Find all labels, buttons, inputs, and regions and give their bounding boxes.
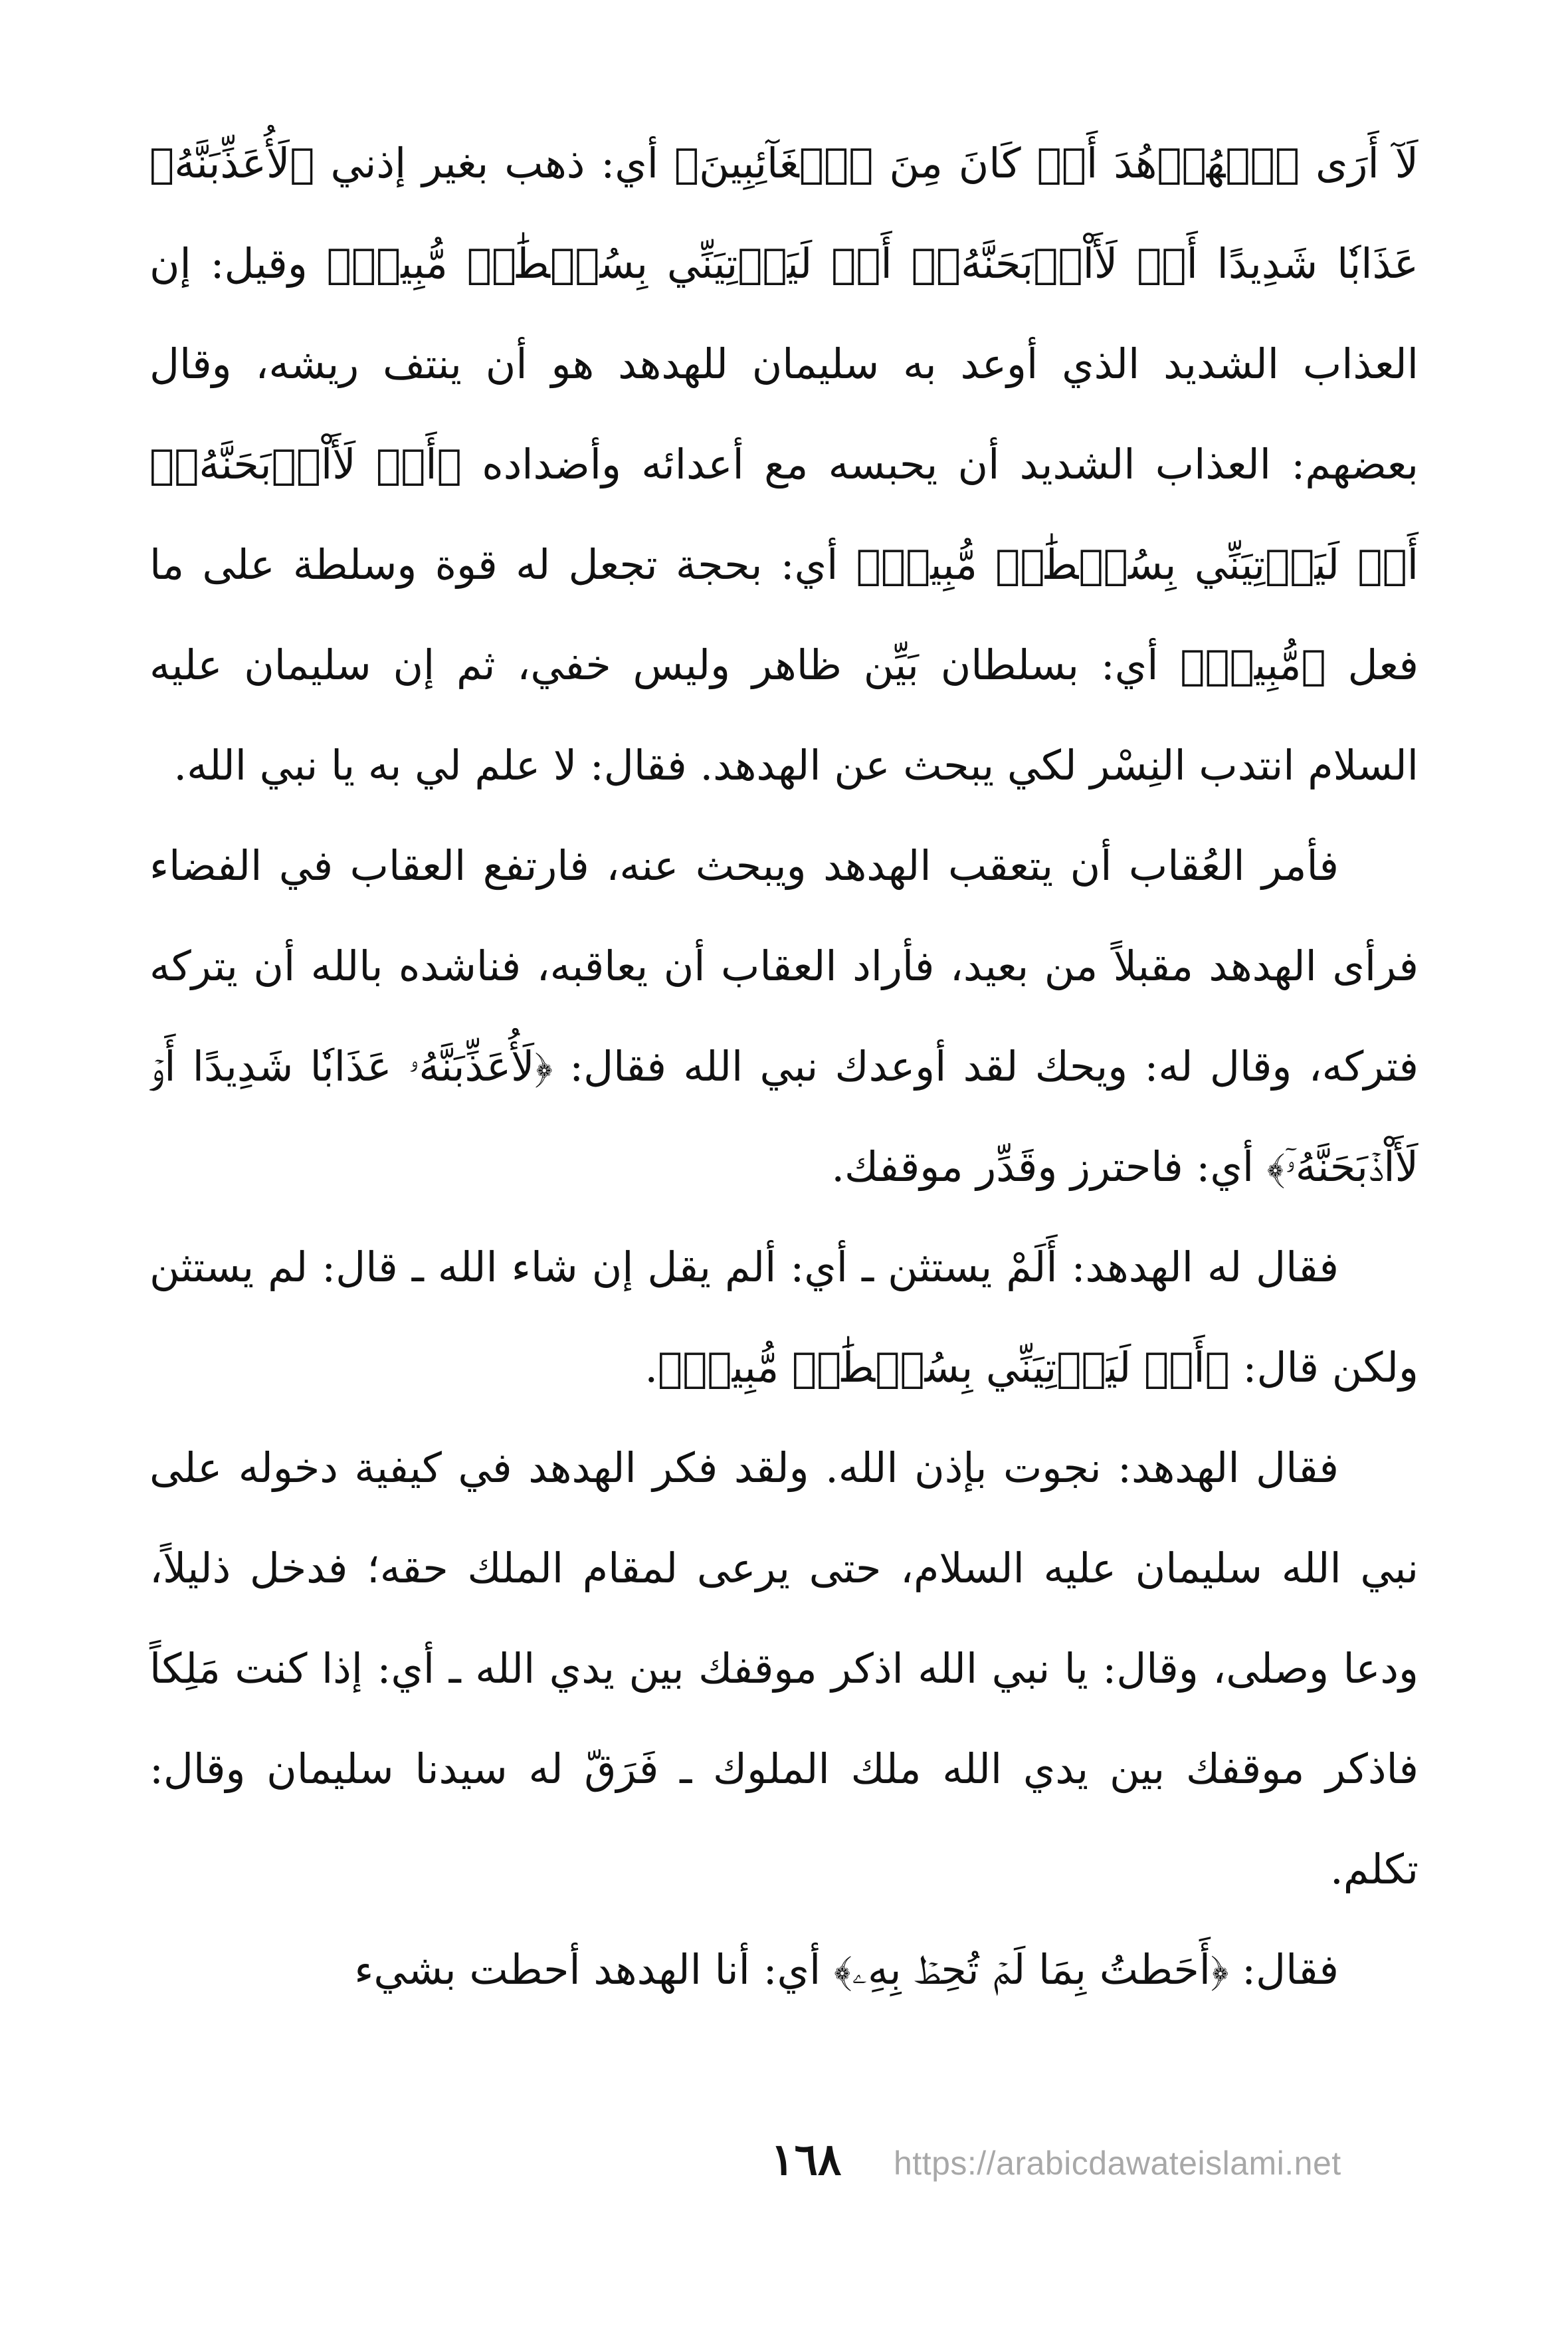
source-watermark-url: https://arabicdawateislami.net: [894, 2145, 1341, 2182]
page-footer: [0, 2133, 1568, 2200]
paragraph-4: فقال الهدهد: نجوت بإذن الله. ولقد فكر الهدهد في كيفية دخوله على نبي الله سليمان عليه السلام، حتى يرعى لمقام الملك حقه؛ فدخل ذليلاً، ودعا وصلى، وقال: يا نبي الله اذكر موقفك بين يدي الله ـ أي: إذا كنت مَلِكاً فاذكر موقفك بين يدي الله ملك الملوك ـ فَرَقّ له سيدنا سليمان وقال: تكلم.: [149, 1443, 1419, 1893]
paragraph-3: فقال له الهدهد: أَلَمْ يستثن ـ أي: ألم يقل إن شاء الله ـ قال: لم يستثن ولكن قال: ﴿أَوۡ لَيَأۡتِيَنِّي بِسُلۡطَٰنٖ مُّبِينٖ﴾.: [149, 1243, 1419, 1392]
paragraph-2: فأمر العُقاب أن يتعقب الهدهد ويبحث عنه، فارتفع العقاب في الفضاء فرأى الهدهد مقبلاً من بعيد، فأراد العقاب أن يعاقبه، فناشده بالله أن يتركه فتركه، وقال له: ويحك لقد أوعدك نبي الله فقال: ﴿لَأُعَذِّبَنَّهُۥ عَذَابٗا شَدِيدًا أَوۡ لَأَاْذۡبَحَنَّهُۥٓ﴾ أي: فاحترز وقَدِّر موقفك.: [149, 841, 1419, 1191]
body-text: [149, 113, 1419, 2020]
page-number: ١٦٨: [771, 2133, 842, 2185]
paragraph-5: فقال: ﴿أَحَطتُ بِمَا لَمۡ تُحِطۡ بِهِۦ﴾ أي: أنا الهدهد أحطت بشيء: [354, 1945, 1339, 1994]
paragraph-1: لَآ أَرَى ٱلۡهُدۡهُدَ أَمۡ كَانَ مِنَ ٱلۡغَآئِبِينَ﴾ أي: ذهب بغير إذني ﴿لَأُعَذِّبَنَّهُۥ عَذَابٗا شَدِيدًا أَوۡ لَأَاْذۡبَحَنَّهُۥٓ أَوۡ لَيَأۡتِيَنِّي بِسُلۡطَٰنٖ مُّبِينٖ﴾ وقيل: إن العذاب الشديد الذي أوعد به سليمان للهدهد هو أن ينتف ريشه، وقال بعضهم: العذاب الشديد أن يحبسه مع أعدائه وأضداده ﴿أَوۡ لَأَاْذۡبَحَنَّهُۥٓ أَوۡ لَيَأۡتِيَنِّي بِسُلۡطَٰنٖ مُّبِينٖ﴾ أي: بحجة تجعل له قوة وسلطة على ما فعل ﴿مُّبِينٖ﴾ أي: بسلطان بَيِّن ظاهر وليس خفي، ثم إن سليمان عليه السلام انتدب النِسْر لكي يبحث عن الهدهد. فقال: لا علم لي به يا نبي الله.: [149, 139, 1419, 790]
